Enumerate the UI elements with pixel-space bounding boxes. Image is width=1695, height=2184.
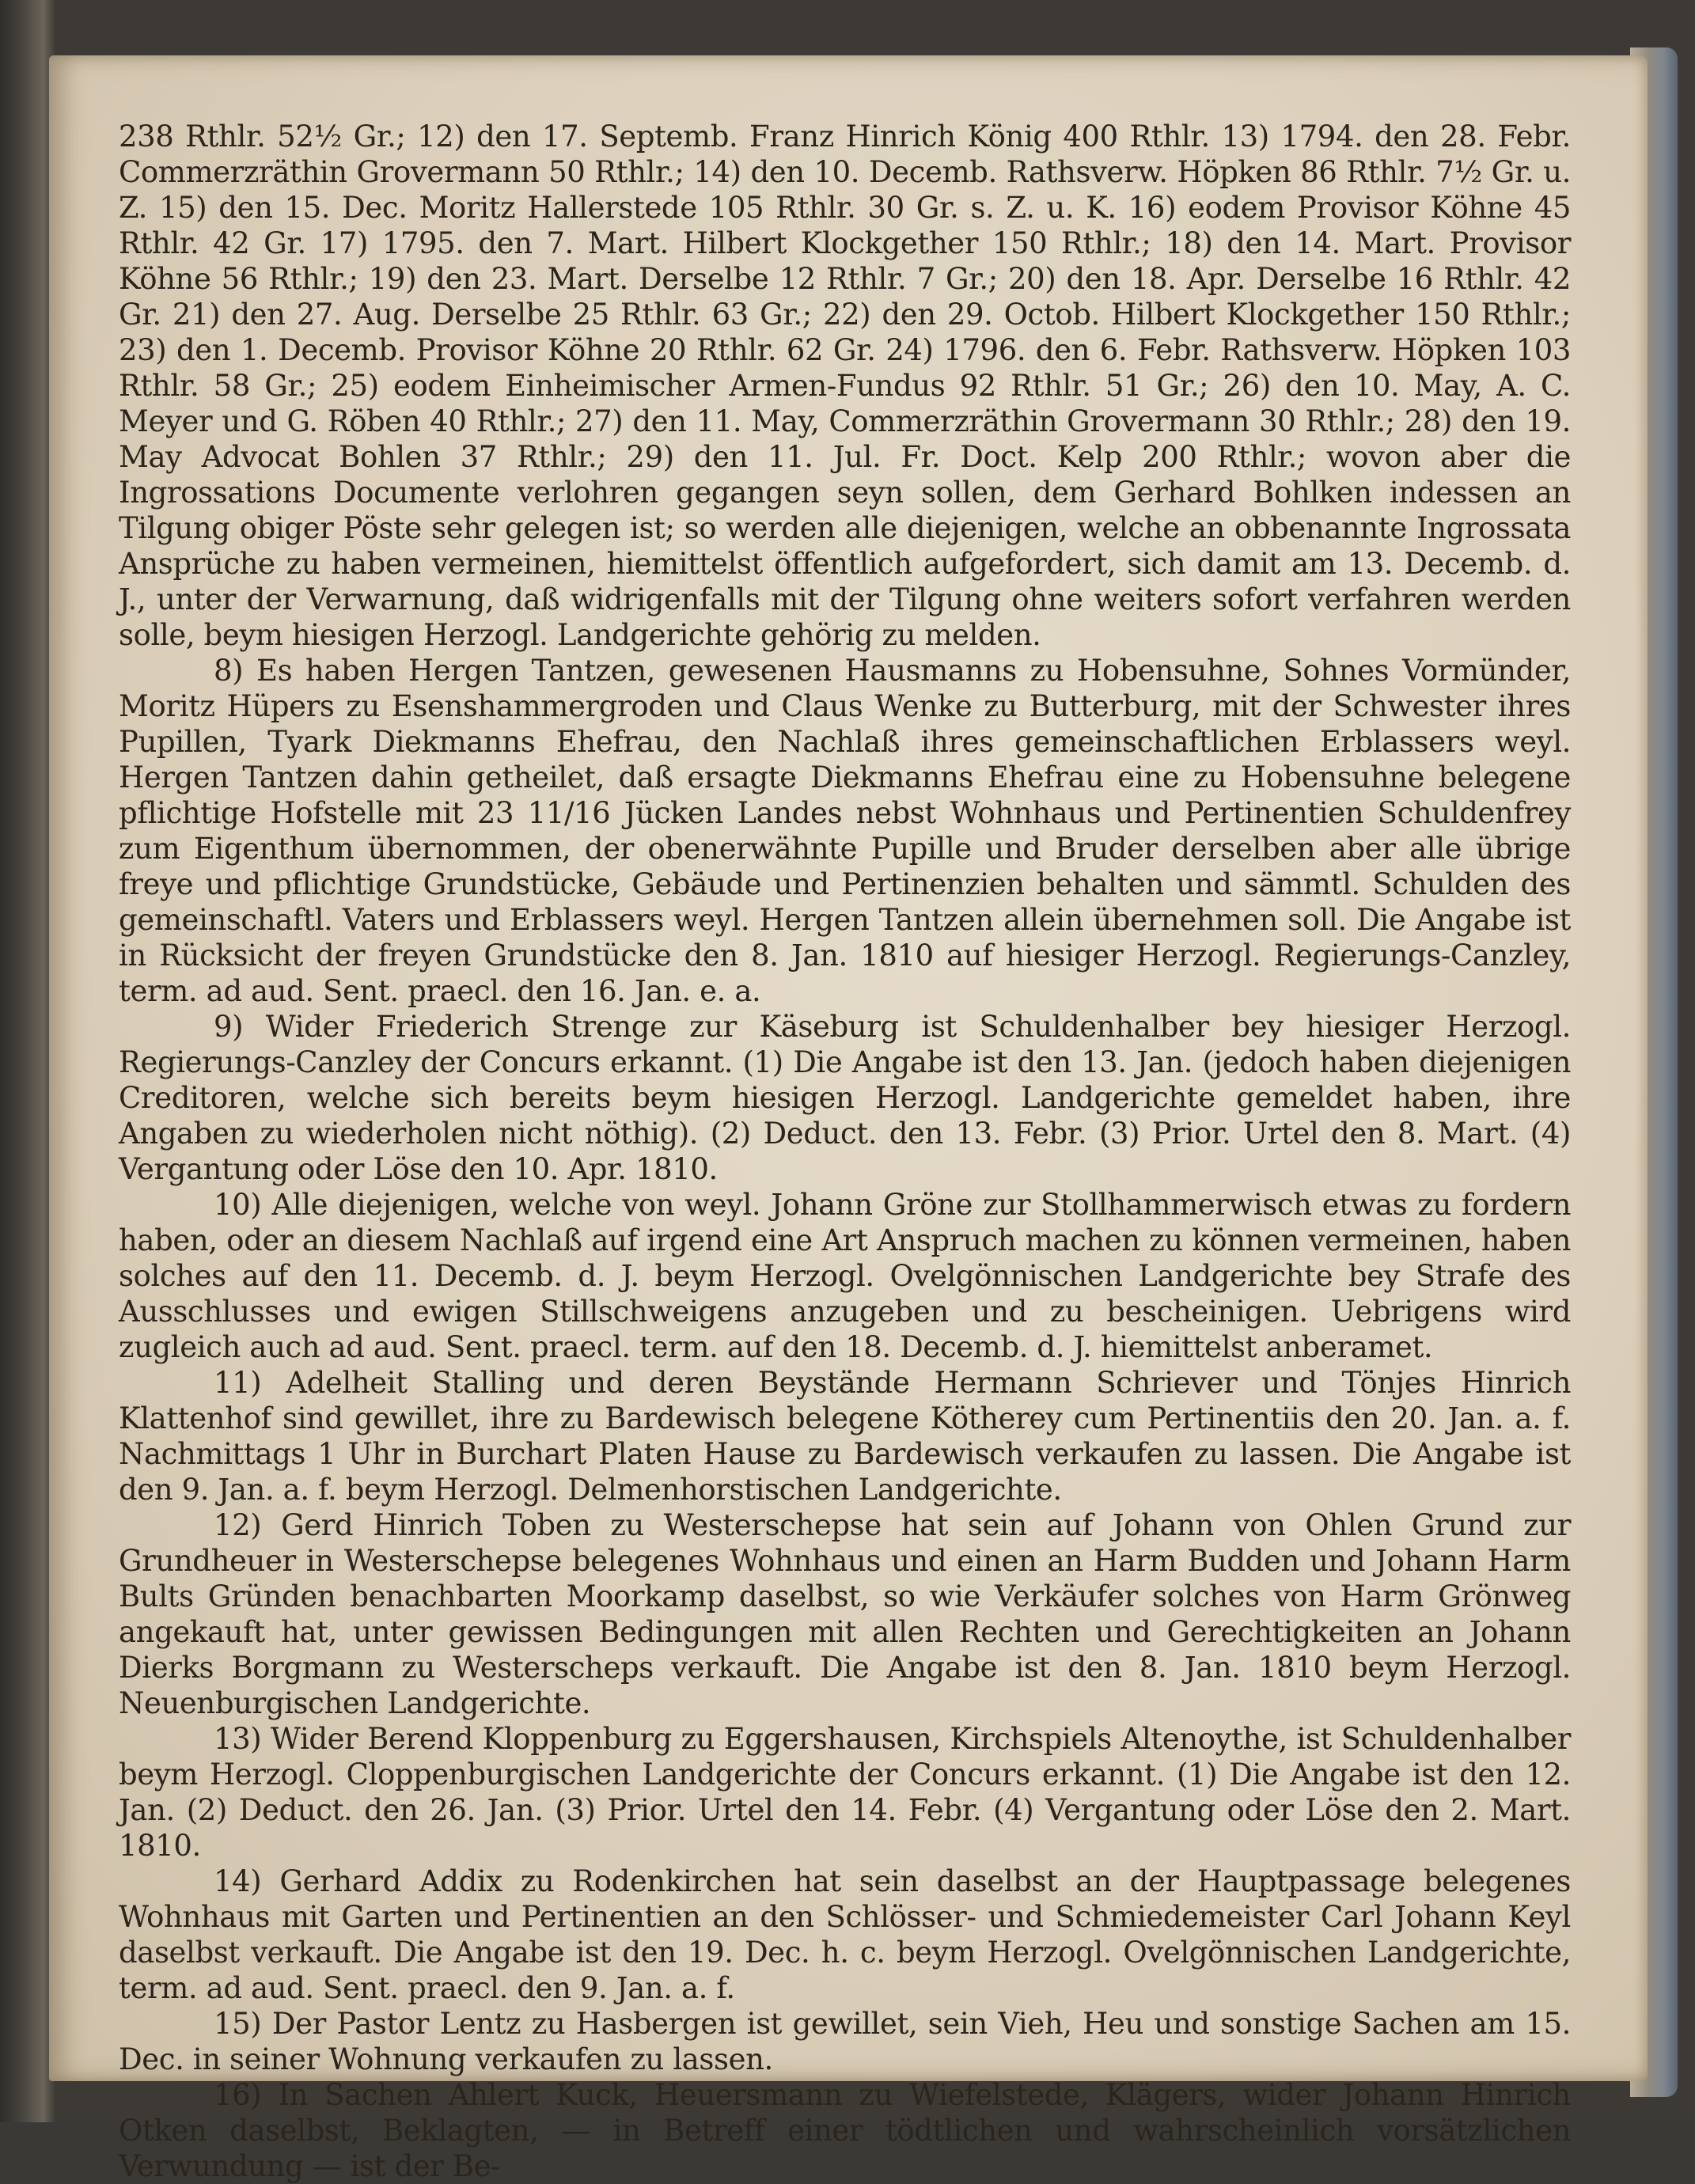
- paragraph-continuation: 238 Rthlr. 52½ Gr.; 12) den 17. Septemb. Franz Hinrich König 400 Rthlr. 13) 1794. den 28. Febr. Commerzräthin Grovermann 50 Rthlr.; 14) den 10. Decemb. Rathsverw. Höpken 86 Rthlr. 7½ Gr. u. Z. 15) den 15. Dec. Moritz Hallerstede 105 Rthlr. 30 Gr. s. Z. u. K. 16) eodem Provisor Köhne 45 Rthlr. 42 Gr. 17) 1795. den 7. Mart. Hilbert Klockgether 150 Rthlr.; 18) den 14. Mart. Provisor Köhne 56 Rthlr.; 19) den 23. Mart. Derselbe 12 Rthlr. 7 Gr.; 20) den 18. Apr. Derselbe 16 Rthlr. 42 Gr. 21) den 27. Aug. Derselbe 25 Rthlr. 63 Gr.; 22) den 29. Octob. Hilbert Klockgether 150 Rthlr.; 23) den 1. Decemb. Provisor Köhne 20 Rthlr. 62 Gr. 24) 1796. den 6. Febr. Rathsverw. Höpken 103 Rthlr. 58 Gr.; 25) eodem Einheimischer Armen-Fundus 92 Rthlr. 51 Gr.; 26) den 10. May, A. C. Meyer und G. Röben 40 Rthlr.; 27) den 11. May, Commerzräthin Grovermann 30 Rthlr.; 28) den 19. May Advocat Bohlen 37 Rthlr.; 29) den 11. Jul. Fr. Doct. Kelp 200 Rthlr.; wovon aber die Ingrossations Documente verlohren gegangen seyn sollen, dem Gerhard Bohlken indessen an Tilgung obiger Pöste sehr gelegen ist; so werden alle diejenigen, welche an obbenannte Ingrossata Ansprüche zu haben vermeinen, hiemittelst öffentlich aufgefordert, sich damit am 13. Decemb. d. J., unter der Verwarnung, daß widrigenfalls mit der Tilgung ohne weiters sofort verfahren werden solle, beym hiesigen Herzogl. Landgerichte gehörig zu melden.: [119, 119, 1571, 652]
- paragraph-item-12: 12) Gerd Hinrich Toben zu Westerschepse hat sein auf Johann von Ohlen Grund zur Grundheuer in Westerschepse belegenes Wohnhaus und einen an Harm Budden und Johann Harm Bults Gründen benachbarten Moorkamp daselbst, so wie Verkäufer solches von Harm Grönweg angekauft hat, unter gewissen Bedingungen mit allen Rechten und Gerechtigkeiten an Johann Dierks Borgmann zu Westerscheps verkauft. Die Angabe ist den 8. Jan. 1810 beym Herzogl. Neuenburgischen Landgerichte.: [119, 1508, 1571, 1720]
- paragraph-item-9: 9) Wider Friederich Strenge zur Käseburg ist Schuldenhalber bey hiesiger Herzogl. Regierungs-Canzley der Concurs erkannt. (1) Die Angabe ist den 13. Jan. (jedoch haben diejenigen Creditoren, welche sich bereits beym hiesigen Herzogl. Landgerichte gemeldet haben, ihre Angaben zu wiederholen nicht nöthig). (2) Deduct. den 13. Febr. (3) Prior. Urtel den 8. Mart. (4) Vergantung oder Löse den 10. Apr. 1810.: [119, 1010, 1571, 1186]
- paragraph-item-8: 8) Es haben Hergen Tantzen, gewesenen Hausmanns zu Hobensuhne, Sohnes Vormünder, Moritz Hüpers zu Esenshammergroden und Claus Wenke zu Butterburg, mit der Schwester ihres Pupillen, Tyark Diekmanns Ehefrau, den Nachlaß ihres gemeinschaftlichen Erblassers weyl. Hergen Tantzen dahin getheilet, daß ersagte Diekmanns Ehefrau eine zu Hobensuhne belegene pflichtige Hofstelle mit 23 11/16 Jücken Landes nebst Wohnhaus und Pertinentien Schuldenfrey zum Eigenthum übernommen, der obenerwähnte Pupille und Bruder derselben aber alle übrige freye und pflichtige Grundstücke, Gebäude und Pertinenzien behalten und sämmtl. Schulden des gemeinschaftl. Vaters und Erblassers weyl. Hergen Tantzen allein übernehmen soll. Die Angabe ist in Rücksicht der freyen Grundstücke den 8. Jan. 1810 auf hiesiger Herzogl. Regierungs-Canzley, term. ad aud. Sent. praecl. den 16. Jan. e. a.: [119, 654, 1571, 1008]
- paragraph-item-14: 14) Gerhard Addix zu Rodenkirchen hat sein daselbst an der Hauptpassage belegenes Wohnhaus mit Garten und Pertinentien an den Schlösser- und Schmiedemeister Carl Johann Keyl daselbst verkauft. Die Angabe ist den 19. Dec. h. c. beym Herzogl. Ovelgönnischen Landgerichte, term. ad aud. Sent. praecl. den 9. Jan. a. f.: [119, 1864, 1571, 2005]
- paragraph-item-15: 15) Der Pastor Lentz zu Hasbergen ist gewillet, sein Vieh, Heu und sonstige Sachen am 15. Dec. in seiner Wohnung verkaufen zu lassen.: [119, 2007, 1571, 2076]
- paragraph-item-10: 10) Alle diejenigen, welche von weyl. Johann Gröne zur Stollhammerwisch etwas zu fordern haben, oder an diesem Nachlaß auf irgend eine Art Anspruch machen zu können vermeinen, haben solches auf den 11. Decemb. d. J. beym Herzogl. Ovelgönnischen Landgerichte bey Strafe des Ausschlusses und ewigen Stillschweigens anzugeben und zu bescheinigen. Uebrigens wird zugleich auch ad aud. Sent. praecl. term. auf den 18. Decemb. d. J. hiemittelst anberamet.: [119, 1188, 1571, 1364]
- page-text: [119, 119, 1571, 2184]
- paragraph-item-16: 16) In Sachen Ahlert Kuck, Heuersmann zu Wiefelstede, Klägers, wider Johann Hinrich Otken daselbst, Beklagten, — in Betreff einer tödtlichen und wahrscheinlich vorsätzlichen Verwundung — ist der Be-: [119, 2078, 1571, 2183]
- paragraph-item-11: 11) Adelheit Stalling und deren Beystände Hermann Schriever und Tönjes Hinrich Klattenhof sind gewillet, ihre zu Bardewisch belegene Kötherey cum Pertinentiis den 20. Jan. a. f. Nachmittags 1 Uhr in Burchart Platen Hause zu Bardewisch verkaufen zu lassen. Die Angabe ist den 9. Jan. a. f. beym Herzogl. Delmenhorstischen Landgerichte.: [119, 1366, 1571, 1507]
- paragraph-item-13: 13) Wider Berend Kloppenburg zu Eggershausen, Kirchspiels Altenoythe, ist Schuldenhalber beym Herzogl. Cloppenburgischen Landgerichte der Concurs erkannt. (1) Die Angabe ist den 12. Jan. (2) Deduct. den 26. Jan. (3) Prior. Urtel den 14. Febr. (4) Vergantung oder Löse den 2. Mart. 1810.: [119, 1722, 1571, 1863]
